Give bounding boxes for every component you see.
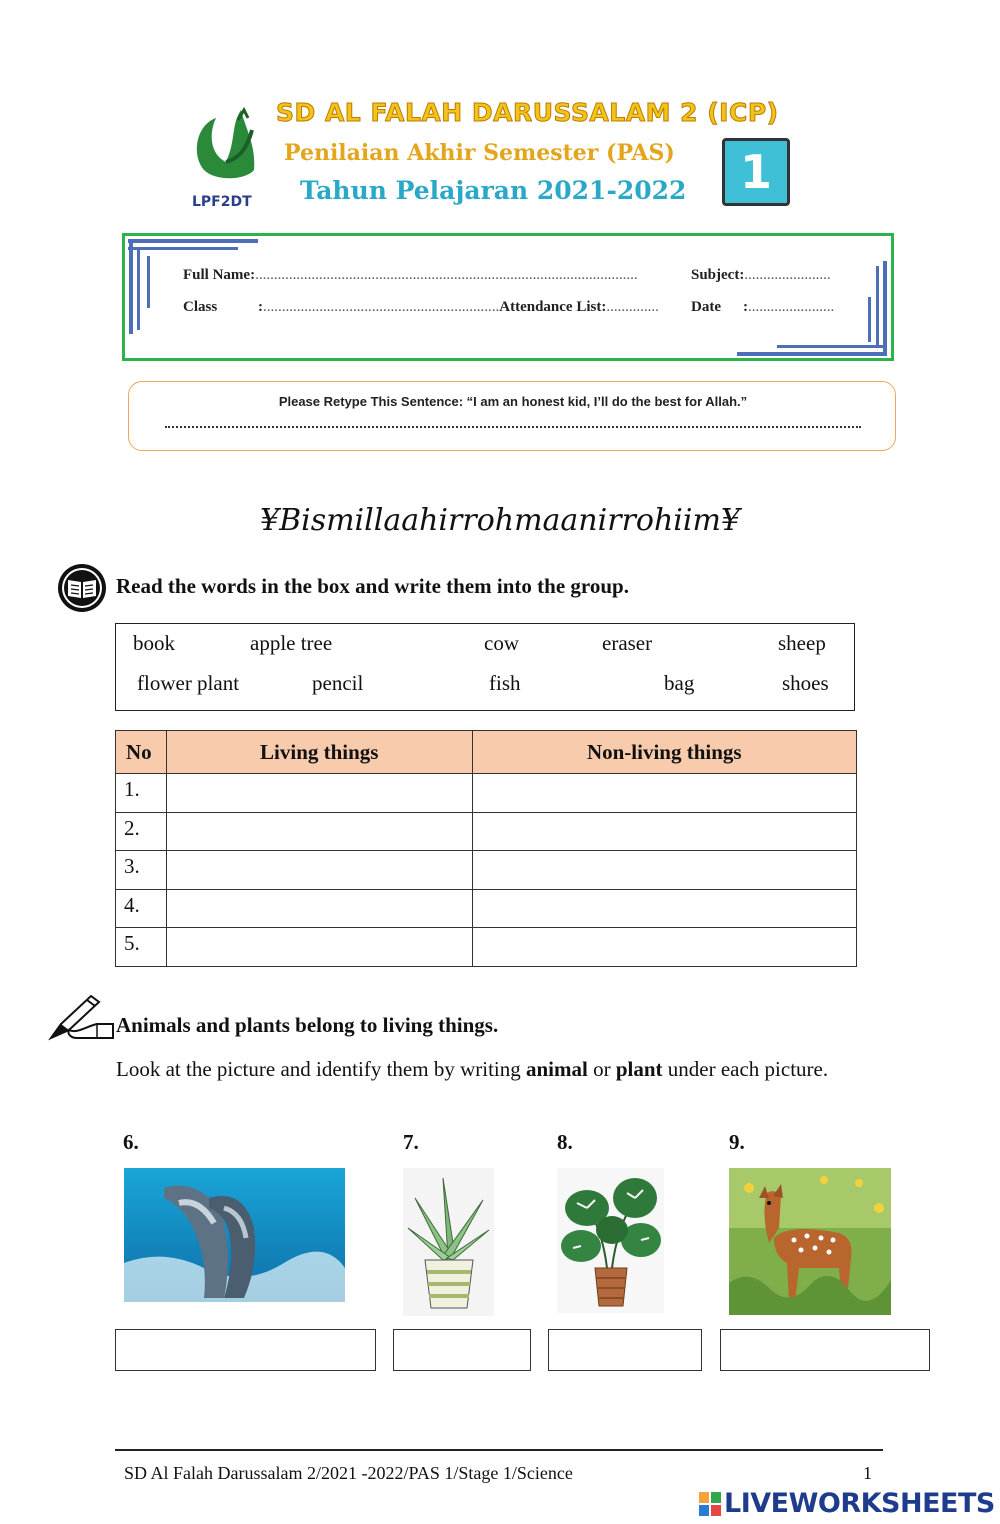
instruction-text: under each picture. <box>662 1057 829 1081</box>
answer-box-8[interactable] <box>548 1329 702 1371</box>
table-row <box>116 774 857 813</box>
item-number: 9. <box>729 1130 745 1154</box>
liveworksheets-logo-icon <box>698 1491 722 1517</box>
table-row <box>116 851 857 890</box>
header-nonliving: Non-living things <box>472 731 856 774</box>
word-item: cow <box>484 631 519 655</box>
assessment-title: Penilaian Akhir Semester (PAS) <box>284 140 675 166</box>
section2-instruction <box>116 1050 876 1089</box>
book-icon <box>57 563 107 613</box>
school-logo <box>186 100 276 215</box>
date-label: Date <box>691 299 721 315</box>
class-label: Class <box>183 299 218 315</box>
living-answer-cell[interactable] <box>166 889 472 928</box>
header-living: Living things <box>166 731 472 774</box>
living-answer-cell[interactable] <box>166 774 472 813</box>
word-box <box>115 623 855 711</box>
nonliving-answer-cell[interactable] <box>472 928 856 967</box>
row-number: 4. <box>116 889 167 928</box>
corner-decoration <box>128 247 238 250</box>
attendance-label: Attendance List: <box>499 299 607 315</box>
instruction-text: Look at the picture and identify them by writing <box>116 1057 526 1081</box>
word-item: book <box>133 631 175 655</box>
row-number: 5. <box>116 928 167 967</box>
table-row <box>116 812 857 851</box>
attendance-field[interactable]: .............. <box>606 299 659 315</box>
item-number: 8. <box>557 1130 573 1154</box>
nonliving-answer-cell[interactable] <box>472 851 856 890</box>
retype-box <box>128 381 896 451</box>
section1-instruction: Read the words in the box and write them into the group. <box>116 574 629 598</box>
item-number: 7. <box>403 1130 419 1154</box>
retype-instruction: Please Retype This Sentence: “I am an honest kid, I’ll do the best for Allah.” <box>278 394 748 409</box>
answer-box-9[interactable] <box>720 1329 930 1371</box>
writing-hand-icon <box>47 990 117 1042</box>
corner-decoration <box>128 239 258 243</box>
page-number: 1 <box>863 1463 872 1483</box>
subject-field[interactable]: ....................... <box>744 267 831 283</box>
corner-decoration <box>737 352 887 356</box>
corner-decoration <box>876 266 879 348</box>
word-item: bag <box>664 671 695 695</box>
nonliving-answer-cell[interactable] <box>472 889 856 928</box>
living-answer-cell[interactable] <box>166 812 472 851</box>
date-field[interactable]: ....................... <box>748 299 835 315</box>
word-item: sheep <box>778 631 826 655</box>
living-answer-cell[interactable] <box>166 851 472 890</box>
instruction-bold-plant: plant <box>615 1057 663 1081</box>
corner-decoration <box>147 256 150 308</box>
corner-decoration <box>883 261 887 356</box>
corner-decoration <box>868 297 871 342</box>
section2-heading: Animals and plants belong to living things. <box>116 1013 499 1037</box>
word-item: flower plant <box>137 671 240 695</box>
grade-badge: 1 <box>722 138 790 206</box>
dolphin-picture <box>124 1168 345 1302</box>
row-number: 1. <box>116 774 167 813</box>
retype-answer-line[interactable] <box>165 426 861 428</box>
deer-picture <box>729 1168 891 1315</box>
full-name-label: Full Name: <box>183 267 256 283</box>
bismillah-heading: ¥Bismillaahirrohmaanirrohiim¥ <box>259 503 741 538</box>
corner-decoration <box>129 239 133 334</box>
word-item: pencil <box>312 671 364 695</box>
row-number: 3. <box>116 851 167 890</box>
word-item: apple tree <box>250 631 333 655</box>
table-row <box>116 889 857 928</box>
word-item: eraser <box>602 631 653 655</box>
nonliving-answer-cell[interactable] <box>472 774 856 813</box>
logo-caption: LPF2DT <box>192 194 252 210</box>
identity-box <box>122 233 894 361</box>
footer-divider <box>115 1449 883 1451</box>
footer-text: SD Al Falah Darussalam 2/2021 -2022/PAS 1/Stage 1/Science <box>124 1463 573 1483</box>
item-number: 6. <box>123 1130 139 1154</box>
school-name: SD AL FALAH DARUSSALAM 2 (ICP) <box>276 98 779 127</box>
living-answer-cell[interactable] <box>166 928 472 967</box>
class-colon: : <box>258 299 263 315</box>
answer-box-7[interactable] <box>393 1329 531 1371</box>
grouping-table <box>115 730 857 967</box>
subject-label: Subject: <box>691 267 745 283</box>
answer-box-6[interactable] <box>115 1329 376 1371</box>
full-name-field[interactable]: ...................................................................................................... <box>255 267 638 283</box>
table-row <box>116 928 857 967</box>
instruction-bold-animal: animal <box>525 1057 588 1081</box>
academic-year: Tahun Pelajaran 2021-2022 <box>300 176 687 205</box>
instruction-text: or <box>587 1057 616 1081</box>
header-no: No <box>116 731 167 774</box>
row-number: 2. <box>116 812 167 851</box>
word-item: fish <box>489 671 521 695</box>
nonliving-answer-cell[interactable] <box>472 812 856 851</box>
class-field[interactable]: ............................................................... <box>263 299 500 315</box>
date-colon: : <box>743 299 748 315</box>
liveworksheets-watermark: LIVEWORKSHEETS <box>724 1488 995 1519</box>
monstera-plant-picture <box>557 1168 664 1313</box>
aloe-plant-picture <box>403 1168 494 1316</box>
corner-decoration <box>137 248 140 330</box>
word-item: shoes <box>782 671 829 695</box>
corner-decoration <box>777 345 887 348</box>
